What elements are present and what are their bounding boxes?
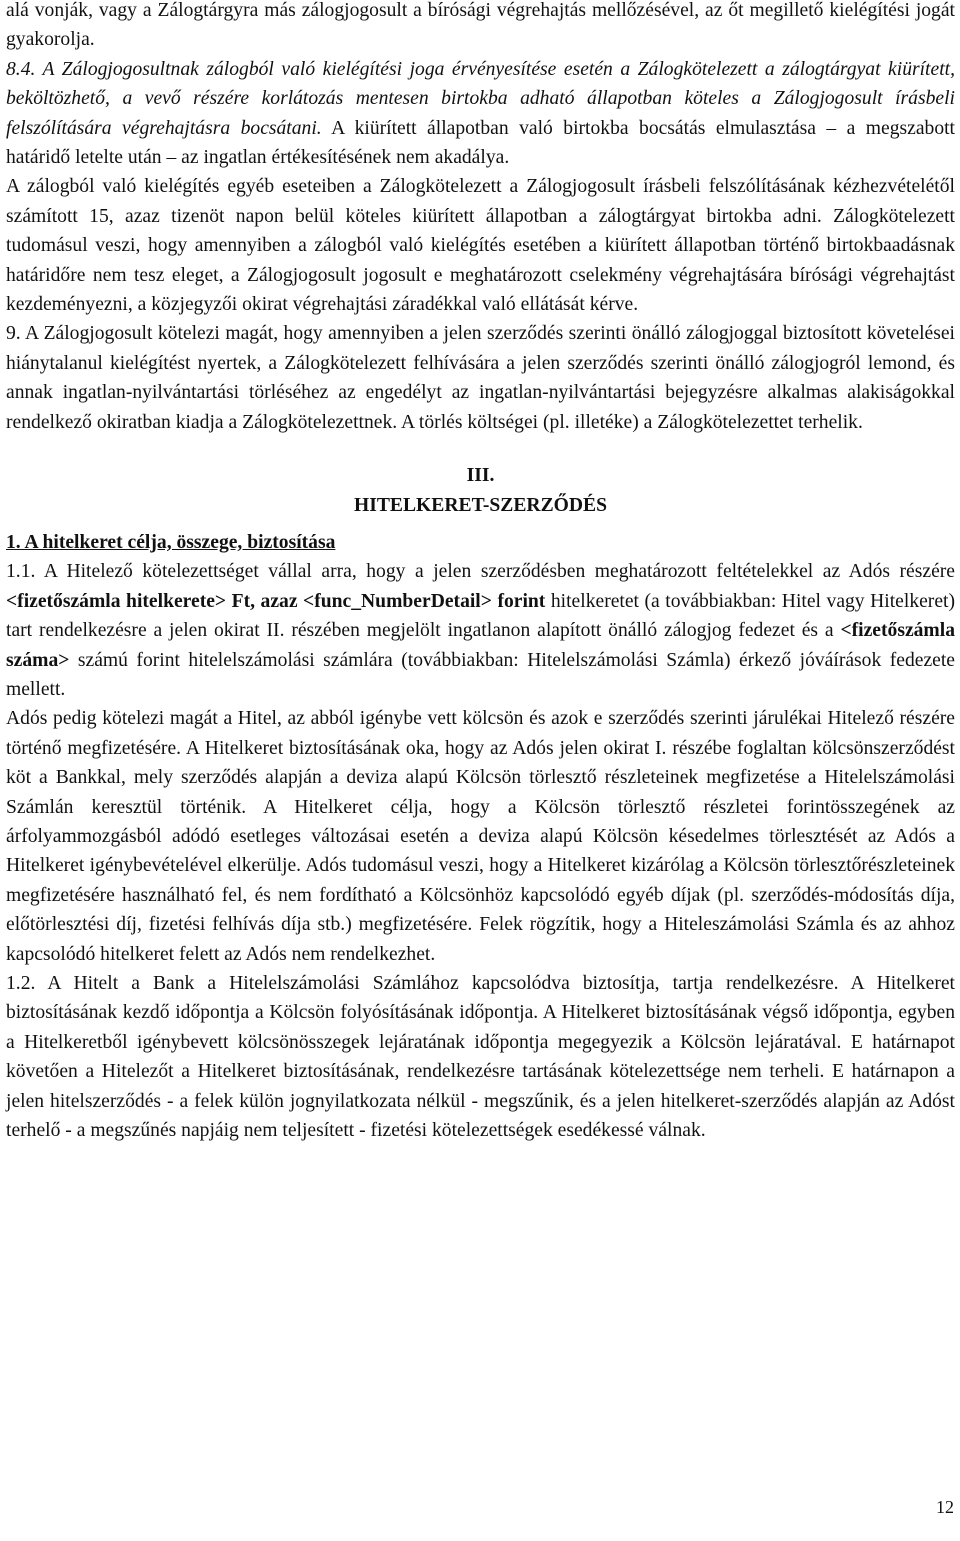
paragraph-continued: alá vonják, vagy a Zálogtárgyra más zálogjogosult a bírósági végrehajtás mellőzésével, az őt megillető kielégítési jogát gyakorolja. bbox=[6, 0, 955, 51]
paragraph-1-1-part-c: hitelkeretet (a továbbiakban: Hitel vagy Hitelkeret) tart rendelkezésre a jelen okirat II. részében megjelölt ingatlanon alapított önálló zálogjog fedezet és a bbox=[6, 590, 955, 642]
paragraph-8-4-rest: A kiürített állapotban való birtokba bocsátás elmulasztása – a megszabott határidő letelte után – az ingatlan értékesítésének nem akadálya. bbox=[6, 117, 955, 169]
page-number: 12 bbox=[936, 1497, 954, 1517]
credit-line-amount-placeholder: <fizetőszámla hitelkerete> Ft, azaz <func_NumberDetail> forint bbox=[6, 590, 546, 612]
paragraph-8-4 bbox=[6, 55, 955, 173]
paragraph-1-1 bbox=[6, 557, 955, 704]
paragraph-1-1-part-e: számú forint hitelelszámolási számlára (továbbiakban: Hitelelszámolási Számla) érkező jóváírások fedezete mellett. bbox=[6, 649, 955, 700]
subsection-title: 1. A hitelkeret célja, összege, biztosítása bbox=[6, 531, 336, 553]
paragraph-8-4-italic: 8.4. A Zálogjogosultnak zálogból való kielégítési joga érvényesítése esetén a Zálogkötelezett a zálogtárgyat kiürített, beköltözhető, a vevő részére korlátozás mentesen birtokba adható állapotban köteles a Zálogjogosult írásbeli felszólítására végrehajtásra bocsátani. bbox=[6, 58, 955, 139]
paragraph-1-1-b: Adós pedig kötelezi magát a Hitel, az abból igénybe vett kölcsön és azok e szerződés szerinti járulékai Hitelező részére történő megfizetésére. A Hitelkeret biztosításának oka, hogy az Adós jelen okirat I. részébe foglaltan kölcsönszerződést köt a Bankkal, mely szerződés alapján a deviza alapú Kölcsön törlesztő részleteinek megfizetése a Hitelelszámolási Számlán keresztül történik. A Hitelkeret célja, hogy a Kölcsön törlesztő részletei forintösszegének az árfolyammozgásból adódó esetleges változásai esetén a deviza alapú Kölcsön késedelmes törlesztését az Adós a Hitelkeret igénybevételével elkerülje. Adós tudomásul veszi, hogy a Hitelkeret kizárólag a Kölcsön törlesztőrészleteinek megfizetésére használható fel, és nem fordítható a Kölcsönhöz kapcsolódó egyéb díjak (pl. szerződés-módosítás díja, előtörlesztési díj, fizetési felhívás díja stb.) megfizetésére. Felek rögzítik, hogy a Hiteleszámolási Számla és az ahhoz kapcsolódó hitelkeret felett az Adós nem rendelkezhet. bbox=[6, 708, 955, 965]
section-roman-numeral: III. bbox=[466, 465, 495, 487]
paragraph-8-4-b: A zálogból való kielégítés egyéb eseteiben a Zálogkötelezett a Zálogjogosult írásbeli felszólításának kézhezvételétől számított 15, azaz tizenöt napon belül köteles kiürített állapotban a zálogtárgyat birtokba adni. Zálogkötelezett tudomásul veszi, hogy amennyiben a zálogból való kielégítés esetében a kiürített állapotban történő birtokbaadásnak határidőre nem tesz eleget, a Zálogjogosult jogosult e meghatározott cselekmény végrehajtására bírósági végrehajtást kezdeményezni, a közjegyzői okirat végrehajtási záradékkal való ellátását kérve. bbox=[6, 176, 955, 316]
paragraph-9: 9. A Zálogjogosult kötelezi magát, hogy amennyiben a jelen szerződés szerinti önálló zálogjoggal biztosított követelései hiánytalanul kielégítést nyertek, a Zálogkötelezett felhívására a jelen szerződés szerinti önálló zálogjogról lemond, és annak ingatlan-nyilvántartási törléséhez az engedélyt az ingatlan-nyilvántartási bejegyzésre alkalmas alakiságokkal rendelkező okiratban kiadja a Zálogkötelezettnek. A törlés költségei (pl. illetéke) a Zálogkötelezettet terhelik. bbox=[6, 323, 955, 433]
paragraph-1-1-part-a: 1.1. A Hitelező kötelezettséget vállal arra, hogy a jelen szerződésben meghatározott feltételekkel az Adós részére bbox=[6, 561, 955, 583]
account-number-placeholder: <fizetőszámla száma> bbox=[6, 620, 955, 671]
paragraph-1-2: 1.2. A Hitelt a Bank a Hitelelszámolási Számlához kapcsolódva biztosítja, tartja rendelkezésre. A Hitelkeret biztosításának kezdő időpontja a Kölcsön folyósításának időpontja. A Hitelkeret biztosításának végső időpontja, egyben a Hitelkeretből igénybevett kölcsönösszegek lejáratának időpontja megegyezik a Kölcsön lejáratával. E határnapot követően a Hitelezőt a Hitelkeret biztosításának, rendelkezésre tartásának kötelezettsége nem terheli. E határnapon a jelen hitelszerződés - a felek külön jognyilatkozata nélkül - megszűnik, és a jelen hitelkeret-szerződés alapján az Adóst terhelő - a megszűnés napjáig nem teljesített - fizetési kötelezettségek esedékessé válnak. bbox=[6, 973, 955, 1142]
section-heading: HITELKERET-SZERZŐDÉS bbox=[353, 494, 607, 516]
